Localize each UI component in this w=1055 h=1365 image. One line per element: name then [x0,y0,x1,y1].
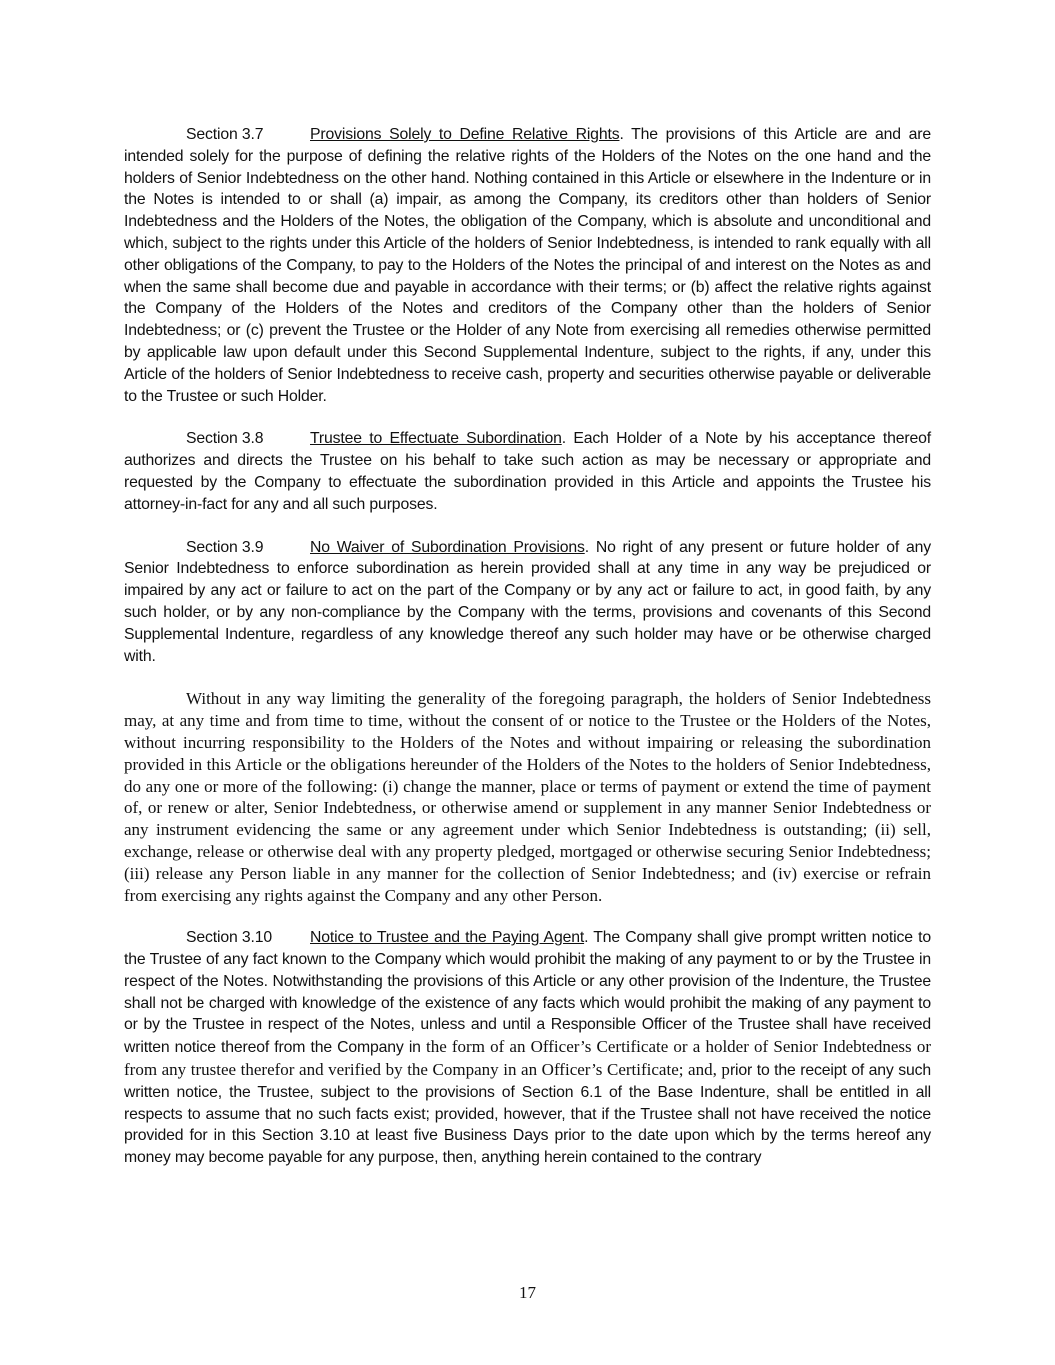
section-title: No Waiver of Subordination Provisions [310,538,585,556]
section-body: . The provisions of this Article are and are intended solely for the purpose of defining the relative rights of the Holders of the Notes on the one hand and the holders of Senior Indebtedness on the other hand. Nothing contained in this Article or elsewhere in the Indenture or in the Notes is intended to or shall (a) impair, as among the Company, its creditors other than holders of Senior Indebtedness and the Holders of the Notes, the obligation of the Company, which is absolute and unconditional and which, subject to the rights under this Article of the holders of Senior Indebtedness, is intended to rank equally with all other obligations of the Company, to pay to the Holders of the Notes the principal of and interest on the Notes as and when the same shall become due and payable in accordance with their terms; or (b) affect the relative rights against the Company of the Holders of the Notes and creditors of the Company other than the holders of Senior Indebtedness; or (c) prevent the Trustee or the Holder of any Note from exercising all remedies otherwise permitted by applicable law upon default under this Second Supplemental Indenture, subject to the rights, if any, under this Article of the holders of Senior Indebtedness to receive cash, property and securities otherwise payable or deliverable to the Trustee or such Holder. [124,126,931,405]
section-title: Trustee to Effectuate Subordination [310,430,562,448]
without-limiting-paragraph: Without in any way limiting the generality of the foregoing paragraph, the holders of Senior Indebtedness may, at any time and from time to time, without the consent of or notice to the Trustee or the Holders of the Notes, without incurring responsibility to the Holders of the Notes and without impairing or releasing the subordination provided in this Article or the obligations hereunder of the Holders of the Notes to the holders of Senior Indebtedness, do any one or more of the following: (i) change the manner, place or terms of payment or extend the time of payment of, or renew or alter, Senior Indebtedness, or otherwise amend or supplement in any manner Senior Indebtedness or any instrument evidencing the same or any agreement under which Senior Indebtedness is outstanding; (ii) sell, exchange, release or otherwise deal with any property pledged, mortgaged or otherwise securing Senior Indebtedness; (iii) release any Person liable in any manner for the collection of Senior Indebtedness; and (iv) exercise or refrain from exercising any rights against the Company and any other Person. [124,689,931,905]
section-3-10-paragraph [124,927,931,1169]
section-body-part2: the form of an Officer’s Certificate or a holder of Senior Indebtedness or from any trustee therefor and verified by the Company in an Officer’s Certificate; and, p [124,1037,931,1080]
section-body-part3: rior to the receipt of any such written notice, the Trustee, subject to the provisions of Section 6.1 of the Base Indenture, shall be entitled in all respects to assume that no such facts exist; provided, however, that if the Trustee shall not have received the notice provided for in this Section 3.10 at least five Business Days prior to the date upon which by the terms hereof any money may become payable for any purpose, then, anything herein contained to the contrary [124,1062,932,1167]
section-title: Provisions Solely to Define Relative Rights [310,126,620,143]
section-number: Section 3.7 [186,126,264,143]
section-3-8-paragraph [124,428,931,515]
section-number: Section 3.8 [186,430,264,448]
section-3-7-paragraph [124,124,931,407]
section-number: Section 3.9 [186,538,264,556]
section-body: . Each Holder of a Note by his acceptance thereof authorizes and directs the Trustee on his behalf to take such action as may be necessary or appropriate and requested by the Company to effectuate the subordination provided in this Article and appoints the Trustee his attorney-in-fact for any and all such purposes. [124,430,931,513]
section-body-part1: . The Company shall give prompt written notice to the Trustee of any fact known to the Company which would prohibit the making of any payment to or by the Trustee in respect of the Notes. Notwithstanding the provisions of this Article or any other provision of the Indenture, the Trustee shall not be charged with knowledge of the existence of any facts which would prohibit the making of any payment to or by the Trustee in respect of the Notes, unless and until a Responsible Officer of the Trustee shall have received written notice thereof from the Company in [124,929,931,1057]
section-number: Section 3.10 [186,929,273,947]
section-3-9-paragraph [124,537,931,668]
section-title: Notice to Trustee and the Paying Agent [310,929,585,947]
document-page [124,124,931,1190]
page-number: 17 [519,1283,536,1302]
section-body: . No right of any present or future holder of any Senior Indebtedness to enforce subordination as herein provided shall at any time in any way be prejudiced or impaired by any act or failure to act on the part of the Company or by any act or failure to act, in good faith, by any such holder, or by any non-compliance by the Company with the terms, provisions and covenants of this Second Supplemental Indenture, regardless of any knowledge thereof any such holder may have or be otherwise charged with. [124,538,931,665]
